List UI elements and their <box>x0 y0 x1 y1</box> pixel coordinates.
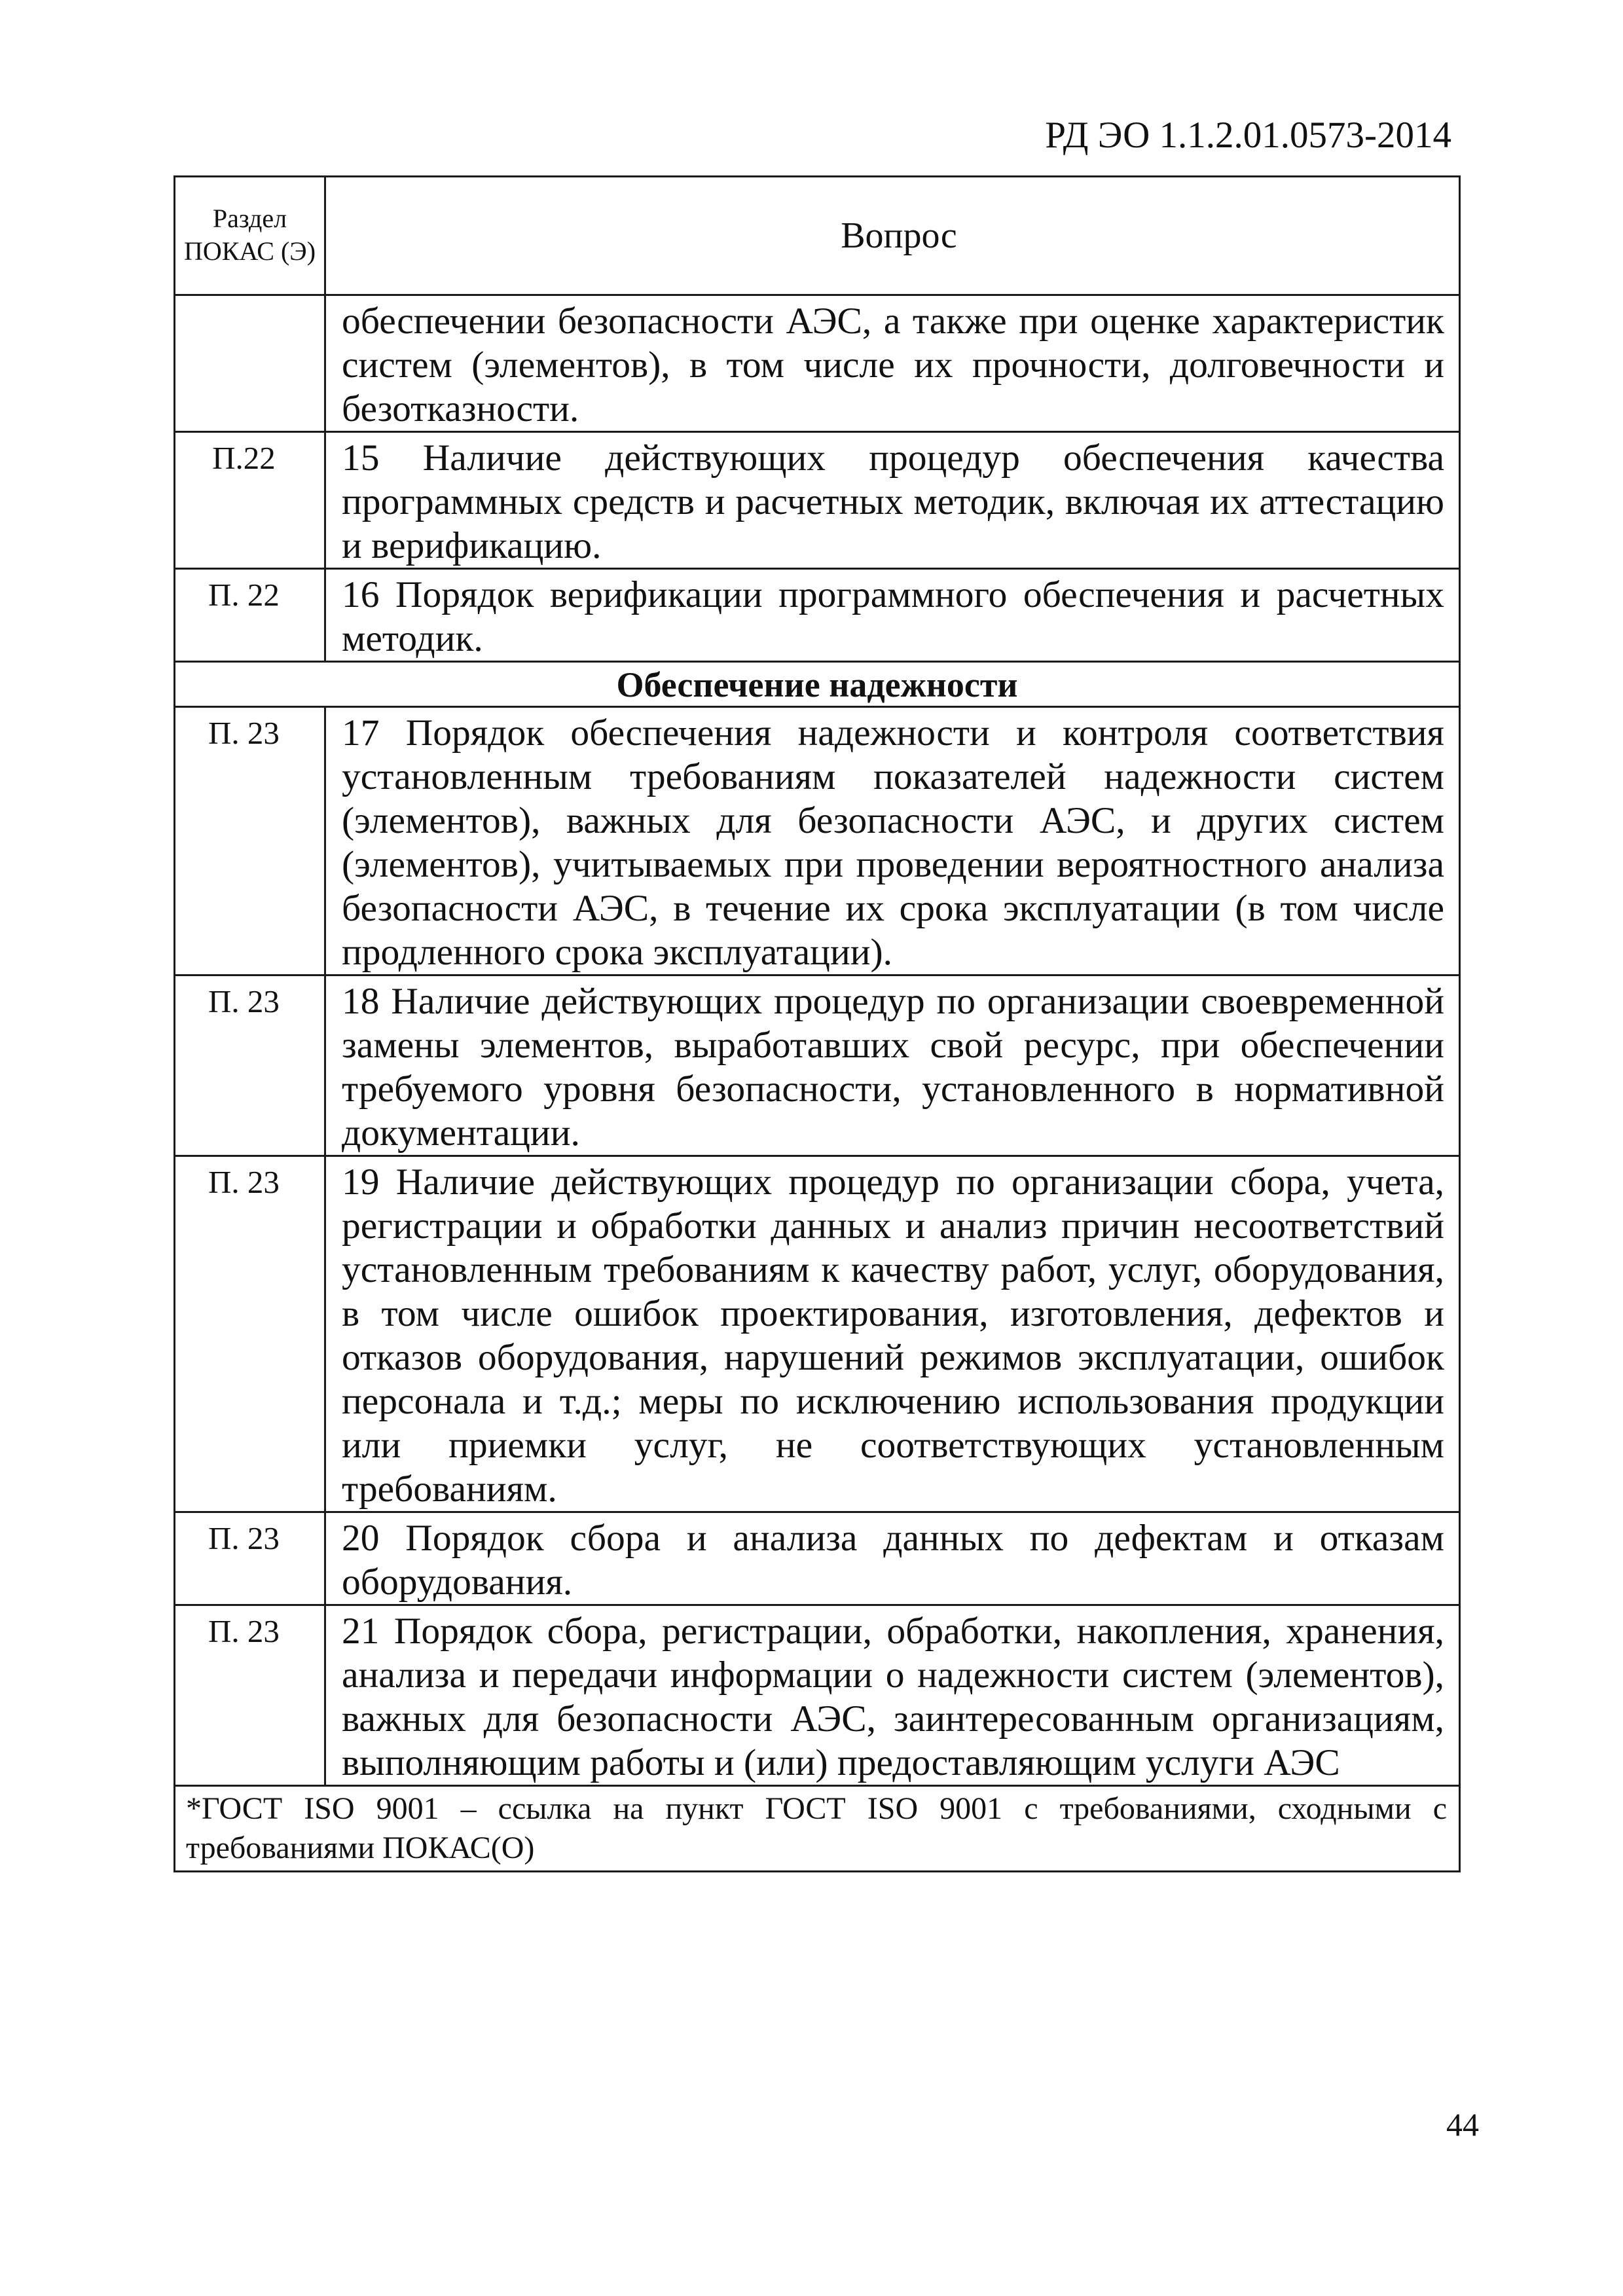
table-row <box>175 1512 1460 1605</box>
table-row <box>175 432 1460 569</box>
footnote-row <box>175 1786 1460 1872</box>
document-code: РД ЭО 1.1.2.01.0573-2014 <box>1045 115 1451 156</box>
column-header-question: Вопрос <box>325 177 1460 295</box>
table-row <box>175 295 1460 432</box>
group-title: Обеспечение надежности <box>175 662 1460 707</box>
table-row <box>175 569 1460 662</box>
question-cell: 15 Наличие действующих процедур обеспечения качества программных средств и расчетных методик, включая их аттестацию и верификацию. <box>325 432 1460 569</box>
group-row <box>175 662 1460 707</box>
section-cell: П. 22 <box>175 569 325 662</box>
question-cell: 21 Порядок сбора, регистрации, обработки, накопления, хранения, анализа и передачи информации о надежности систем (элементов), важных для безопасности АЭС, заинтересованным организациям, выполняющим работы и (или) предоставляющим услуги АЭС <box>325 1605 1460 1786</box>
page-number: 44 <box>1446 2106 1479 2143</box>
section-cell: П. 23 <box>175 1605 325 1786</box>
question-cell: 16 Порядок верификации программного обеспечения и расчетных методик. <box>325 569 1460 662</box>
column-header-section: Раздел ПОКАС (Э) <box>175 177 325 295</box>
question-cell: 19 Наличие действующих процедур по организации сбора, учета, регистрации и обработки данных и анализ причин несоответствий установленным требованиям к качеству работ, услуг, оборудования, в том числе ошибок проектирования, изготовления, дефектов и отказов оборудования, нарушений режимов эксплуатации, ошибок персонала и т.д.; меры по исключению использования продукции или приемки услуг, не соответствующих установленным требованиям. <box>325 1156 1460 1512</box>
table-header-row <box>175 177 1460 295</box>
table-row <box>175 1156 1460 1512</box>
questions-table <box>173 175 1461 1872</box>
section-cell: П. 23 <box>175 707 325 975</box>
section-cell: П. 23 <box>175 1156 325 1512</box>
section-cell: П. 23 <box>175 975 325 1156</box>
question-cell: 18 Наличие действующих процедур по организации своевременной замены элементов, выработавших свой ресурс, при обеспечении требуемого уровня безопасности, установленного в нормативной документации. <box>325 975 1460 1156</box>
table-row <box>175 707 1460 975</box>
question-cell: 20 Порядок сбора и анализа данных по дефектам и отказам оборудования. <box>325 1512 1460 1605</box>
section-cell <box>175 295 325 432</box>
section-cell: П.22 <box>175 432 325 569</box>
section-cell: П. 23 <box>175 1512 325 1605</box>
footnote: *ГОСТ ISO 9001 – ссылка на пункт ГОСТ ISO 9001 с требованиями, сходными с требованиями ПОКАС(О) <box>175 1786 1460 1872</box>
table-row <box>175 975 1460 1156</box>
question-cell: 17 Порядок обеспечения надежности и контроля соответствия установленным требованиям показателей надежности систем (элементов), важных для безопасности АЭС, и других систем (элементов), учитываемых при проведении вероятностного анализа безопасности АЭС, в течение их срока эксплуатации (в том числе продленного срока эксплуатации). <box>325 707 1460 975</box>
table-row <box>175 1605 1460 1786</box>
question-cell: обеспечении безопасности АЭС, а также при оценке характеристик систем (элементов), в том числе их прочности, долговечности и безотказности. <box>325 295 1460 432</box>
